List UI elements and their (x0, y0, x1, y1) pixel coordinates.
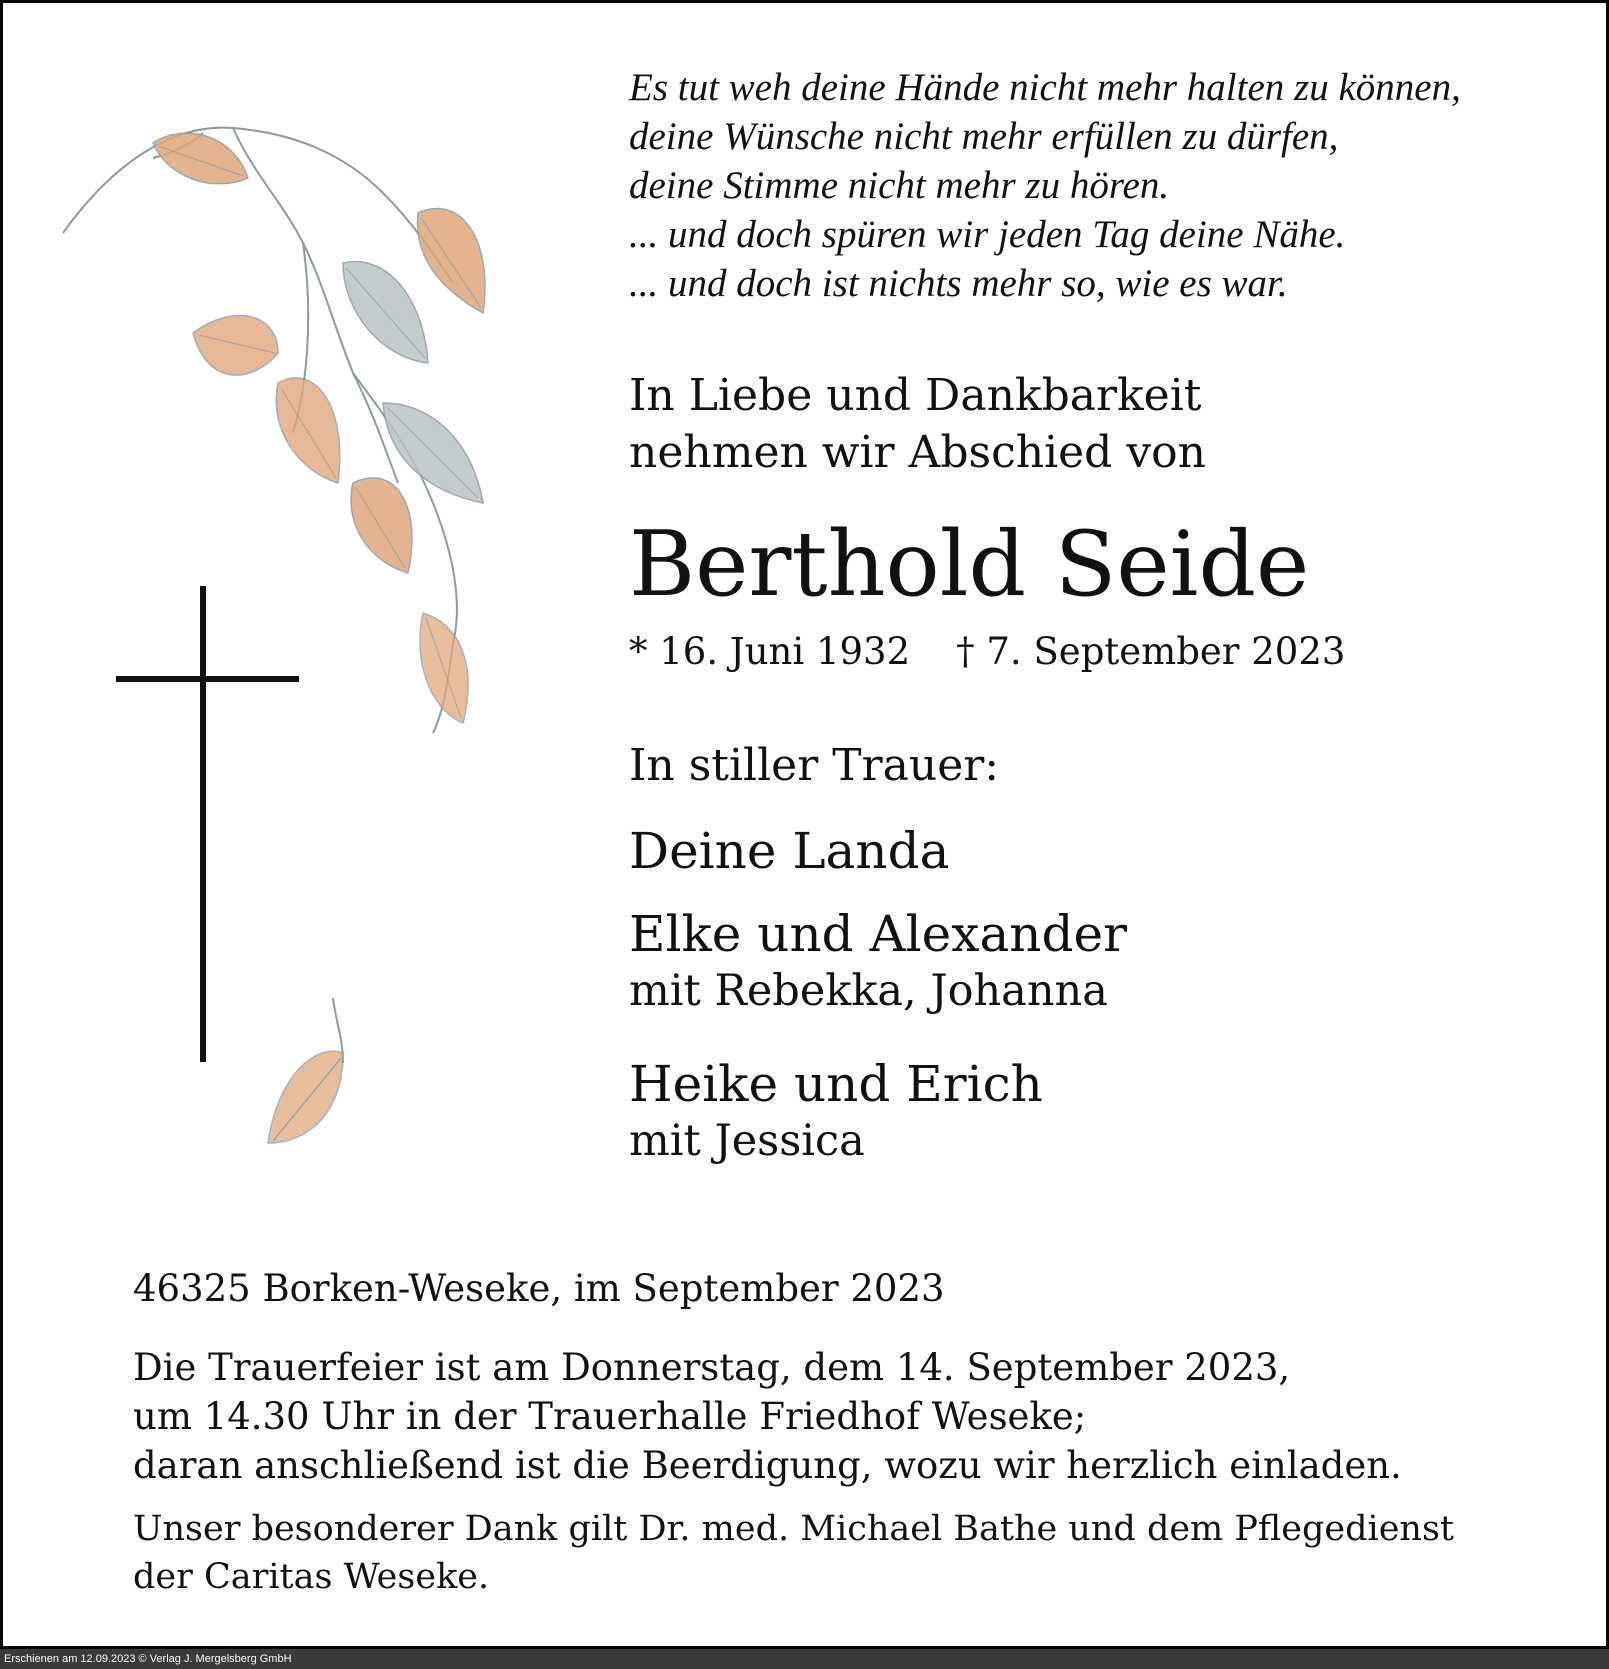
fallen-leaf-illustration (258, 993, 378, 1173)
mourners-title: In stiller Trauer: (629, 740, 1000, 791)
mourner-group (629, 820, 949, 882)
mourner-name: Heike und Erich (629, 1055, 1043, 1113)
life-dates (629, 628, 1345, 676)
intro-line: In Liebe und Dankbarkeit (629, 370, 1202, 421)
thanks-line: der Caritas Weseke. (133, 1557, 490, 1597)
mourner-group (629, 903, 1127, 1017)
farewell-intro (629, 367, 1206, 481)
place-date: 46325 Borken-Weseke, im September 2023 (133, 1267, 945, 1310)
thanks-note (133, 1505, 1454, 1601)
mourner-name: Deine Landa (629, 822, 950, 880)
death-date: † 7. September 2023 (956, 630, 1346, 673)
poem-line: deine Wünsche nicht mehr erfüllen zu dürfen, (629, 115, 1339, 158)
poem-line: ... und doch ist nichts mehr so, wie es war. (629, 262, 1288, 305)
ceremony-line: daran anschließend ist die Beerdigung, wozu wir herzlich einladen. (133, 1444, 1402, 1487)
poem (629, 63, 1589, 308)
mourner-group (629, 1053, 1043, 1167)
thanks-line: Unser besonderer Dank gilt Dr. med. Michael Bathe und dem Pflegedienst (133, 1509, 1454, 1549)
mourner-children: mit Rebekka, Johanna (629, 966, 1108, 1016)
ceremony-line: um 14.30 Uhr in der Trauerhalle Friedhof Weseke; (133, 1395, 1087, 1438)
cross-horizontal (116, 676, 299, 682)
mourner-children: mit Jessica (629, 1116, 865, 1166)
cross-vertical (200, 586, 206, 1062)
publication-footer: Erschienen am 12.09.2023 © Verlag J. Mergelsberg GmbH (0, 1649, 1609, 1669)
birth-date: * 16. Juni 1932 (629, 630, 911, 673)
mourner-name: Elke und Alexander (629, 905, 1127, 963)
deceased-name: Berthold Seide (629, 512, 1310, 617)
ceremony-line: Die Trauerfeier ist am Donnerstag, dem 14. September 2023, (133, 1346, 1291, 1389)
poem-line: Es tut weh deine Hände nicht mehr halten zu können, (629, 66, 1461, 109)
ceremony-info (133, 1343, 1402, 1490)
poem-line: deine Stimme nicht mehr zu hören. (629, 164, 1170, 207)
intro-line: nehmen wir Abschied von (629, 427, 1207, 478)
poem-line: ... und doch spüren wir jeden Tag deine Nähe. (629, 213, 1346, 256)
